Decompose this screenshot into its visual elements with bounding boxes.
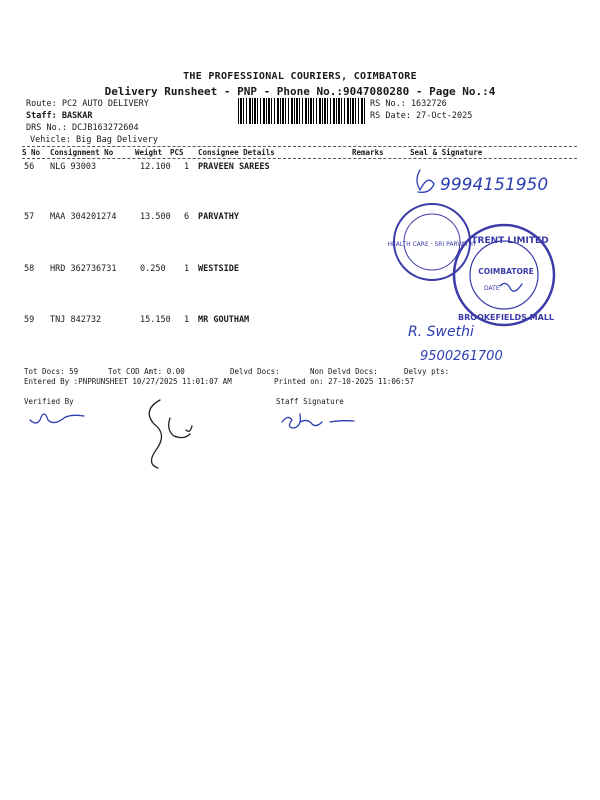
row-consignment: MAA 304201274: [50, 212, 117, 222]
runsheet-subtitle: Delivery Runsheet - PNP - Phone No.:9047080280 - Page No.:4: [104, 85, 496, 98]
col-consignee: Consignee Details: [198, 148, 275, 157]
trent-stamp-initials: [500, 283, 522, 291]
row-weight: 13.500: [140, 212, 171, 222]
row-sno: 56: [24, 162, 35, 172]
tot-cod: Tot COD Amt: 0.00: [108, 367, 185, 376]
row-consignment: NLG 93003: [50, 162, 97, 172]
vehicle-label: Vehicle: Big Bag Delivery: [30, 135, 158, 145]
col-seal: Seal & Signature: [410, 148, 483, 157]
delvy-pts: Delvy pts:: [404, 367, 450, 376]
col-pcs: PCS: [170, 148, 184, 157]
row-weight: 12.100: [140, 162, 171, 172]
staff-label: Staff: BASKAR: [26, 111, 93, 121]
row59-phone-handwritten: 9500261700: [420, 349, 503, 364]
trent-stamp-bottom: BROOKEFIELDS MALL: [457, 313, 555, 322]
col-sno: S No: [22, 148, 41, 157]
row-consignment: HRD 362736731: [50, 264, 117, 274]
trent-stamp-top: TRENT LIMITED: [471, 236, 549, 246]
row-weight: 15.150: [140, 315, 171, 325]
row56-signature: [417, 170, 434, 192]
staff-signature-label: Staff Signature: [276, 397, 344, 406]
row-pcs: 6: [184, 212, 190, 222]
delvd-docs: Delvd Docs:: [230, 367, 280, 376]
printed-on: Printed on: 27-10-2025 11:06:57: [274, 377, 414, 386]
row-pcs: 1: [184, 264, 190, 274]
row-sno: 57: [24, 212, 35, 222]
row-consignee: MR GOUTHAM: [198, 315, 250, 325]
row-sno: 59: [24, 315, 35, 325]
col-weight: Weight: [135, 148, 163, 157]
col-remarks: Remarks: [352, 148, 384, 157]
trent-stamp-city: COIMBATORE: [478, 267, 534, 276]
row-consignee: WESTSIDE: [198, 264, 239, 274]
row-consignment: TNJ 842732: [50, 315, 102, 325]
route-label: Route: PC2 AUTO DELIVERY: [26, 99, 149, 109]
verifier-signature-large: [149, 400, 192, 468]
staff-signature: [282, 414, 354, 428]
trent-stamp-date: DATE: [484, 285, 500, 292]
non-delvd-docs: Non Delvd Docs:: [310, 367, 378, 376]
row-weight: 0.250: [140, 264, 166, 274]
row-pcs: 1: [184, 315, 190, 325]
row56-phone-handwritten: 9994151950: [440, 175, 549, 195]
verified-by-label: Verified By: [24, 397, 74, 406]
row-consignee: PARVATHY: [198, 212, 239, 222]
rs-date: RS Date: 27-Oct-2025: [370, 111, 473, 121]
health-care-stamp-text: HEALTH CARE · SRI PARVATHY: [387, 241, 477, 248]
company-title: THE PROFESSIONAL COURIERS, COIMBATORE: [183, 71, 417, 82]
row-consignee: PRAVEEN SAREES: [198, 162, 270, 172]
row-pcs: 1: [184, 162, 190, 172]
verified-by-signature: [30, 414, 84, 423]
tot-docs: Tot Docs: 59: [24, 367, 79, 376]
row-sno: 58: [24, 264, 35, 274]
drs-label: DRS No.: DCJB163272604: [26, 123, 139, 133]
health-care-stamp: [387, 204, 476, 280]
entered-by: Entered By :PNPRUNSHEET 10/27/2025 11:01:07 AM: [24, 377, 232, 386]
row59-name-handwritten: R. Swethi: [408, 324, 474, 340]
rs-no: RS No.: 1632726: [370, 99, 447, 109]
trent-stamp: [454, 225, 554, 325]
col-consignment: Consignment No: [50, 148, 114, 157]
